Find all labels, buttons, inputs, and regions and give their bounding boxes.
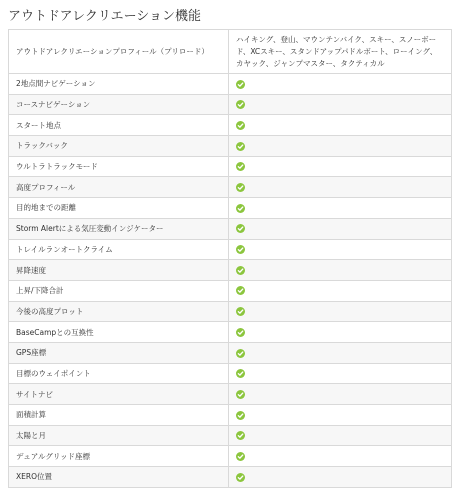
feature-value-cell (229, 301, 452, 322)
check-circle-icon (236, 411, 245, 420)
feature-value-cell (229, 280, 452, 301)
check-circle-icon (236, 452, 245, 461)
feature-value-cell (229, 363, 452, 384)
feature-value-cell (229, 425, 452, 446)
table-row (9, 322, 452, 343)
check-circle-icon (236, 121, 245, 130)
check-circle-icon (236, 80, 245, 89)
feature-label: Storm Alertによる気圧変動インジケーター (9, 218, 229, 239)
feature-value-cell (229, 384, 452, 405)
feature-value-cell (229, 74, 452, 95)
check-circle-icon (236, 142, 245, 151)
check-circle-icon (236, 224, 245, 233)
check-circle-icon (236, 473, 245, 482)
table-row (9, 177, 452, 198)
feature-label: GPS座標 (9, 342, 229, 363)
table-row (9, 156, 452, 177)
check-circle-icon (236, 100, 245, 109)
check-circle-icon (236, 390, 245, 399)
table-row (9, 405, 452, 426)
table-row (9, 136, 452, 157)
feature-value-cell (229, 218, 452, 239)
table-row (9, 74, 452, 95)
check-circle-icon (236, 369, 245, 378)
feature-label: XERO位置 (9, 467, 229, 488)
table-row (9, 94, 452, 115)
check-circle-icon (236, 266, 245, 275)
table-body (9, 30, 452, 488)
table-row (9, 342, 452, 363)
check-circle-icon (236, 245, 245, 254)
feature-label: デュアルグリッド座標 (9, 446, 229, 467)
feature-label: コースナビゲーション (9, 94, 229, 115)
feature-value-cell (229, 136, 452, 157)
check-circle-icon (236, 431, 245, 440)
feature-label: BaseCampとの互換性 (9, 322, 229, 343)
feature-value-cell (229, 156, 452, 177)
feature-value-cell (229, 322, 452, 343)
feature-value-cell (229, 239, 452, 260)
feature-value-cell (229, 446, 452, 467)
table-row (9, 218, 452, 239)
check-circle-icon (236, 307, 245, 316)
feature-label: 太陽と月 (9, 425, 229, 446)
table-row (9, 198, 452, 219)
header-label-cell: アウトドアレクリエーションプロフィール（プリロード） (9, 30, 229, 74)
feature-value-cell (229, 198, 452, 219)
feature-label: 2地点間ナビゲーション (9, 74, 229, 95)
feature-label: サイトナビ (9, 384, 229, 405)
check-circle-icon (236, 349, 245, 358)
check-circle-icon (236, 183, 245, 192)
table-row (9, 363, 452, 384)
table-row (9, 446, 452, 467)
page-title: アウトドアレクリエーション機能 (8, 9, 202, 24)
table-header-row (9, 30, 452, 74)
check-circle-icon (236, 286, 245, 295)
table-row (9, 115, 452, 136)
table-row (9, 384, 452, 405)
table-row (9, 425, 452, 446)
feature-value-cell (229, 115, 452, 136)
feature-label: 上昇/下降合計 (9, 280, 229, 301)
feature-table (8, 29, 452, 488)
table-row (9, 260, 452, 281)
check-circle-icon (236, 204, 245, 213)
feature-value-cell (229, 405, 452, 426)
feature-label: 高度プロフィール (9, 177, 229, 198)
feature-label: 目的地までの距離 (9, 198, 229, 219)
feature-label: ウルトラトラックモード (9, 156, 229, 177)
feature-value-cell (229, 177, 452, 198)
header-value-cell: ハイキング、登山、マウンテンバイク、スキー、スノーボード、XCスキー、スタンドアップパドルボート、ローイング、カヤック、ジャンプマスター、タクティカル (229, 30, 452, 74)
feature-label: トラックバック (9, 136, 229, 157)
feature-value-cell (229, 260, 452, 281)
feature-value-cell (229, 342, 452, 363)
table-row (9, 301, 452, 322)
feature-label: 目標のウェイポイント (9, 363, 229, 384)
table-row (9, 239, 452, 260)
feature-label: トレイルランオートクライム (9, 239, 229, 260)
feature-label: 昇降速度 (9, 260, 229, 281)
table-row (9, 467, 452, 488)
feature-value-cell (229, 94, 452, 115)
feature-value-cell (229, 467, 452, 488)
feature-label: 今後の高度プロット (9, 301, 229, 322)
check-circle-icon (236, 162, 245, 171)
check-circle-icon (236, 328, 245, 337)
feature-label: 面積計算 (9, 405, 229, 426)
table-row (9, 280, 452, 301)
feature-label: スタート地点 (9, 115, 229, 136)
